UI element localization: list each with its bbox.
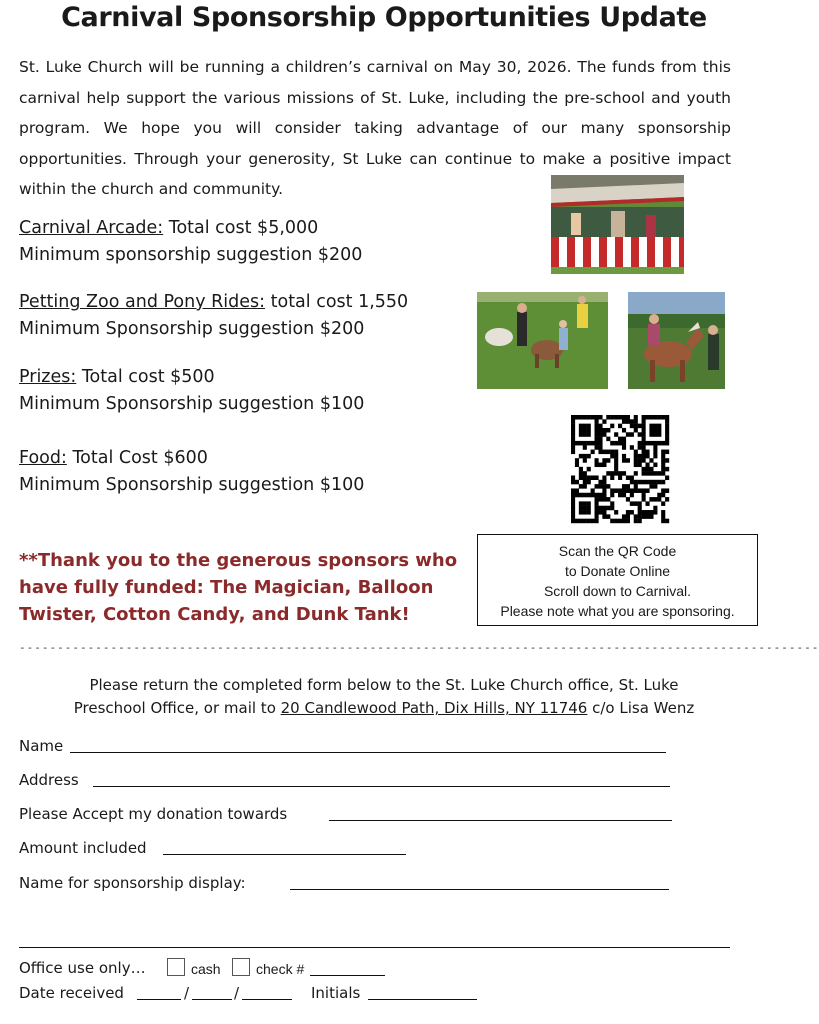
qr-instructions-box: [477, 534, 758, 626]
qr-line: Scroll down to Carnival.: [543, 583, 692, 599]
return-instructions: [0, 674, 768, 720]
date-separator: /: [234, 984, 240, 1002]
display-name-label: Name for sponsorship display:: [19, 874, 246, 892]
date-day-field[interactable]: [192, 999, 232, 1000]
item-minimum: Minimum Sponsorship suggestion $100: [19, 475, 365, 495]
qr-line: Scan the QR Code: [558, 543, 677, 559]
date-month-field[interactable]: [137, 999, 181, 1000]
pony-ride-photo: [628, 292, 725, 389]
item-minimum: Minimum sponsorship suggestion $200: [19, 245, 363, 265]
date-separator: /: [184, 984, 190, 1002]
qr-code[interactable]: [571, 415, 669, 523]
cash-checkbox[interactable]: [167, 958, 185, 976]
petting-zoo-photo: [477, 292, 608, 389]
amount-field[interactable]: [163, 854, 406, 855]
check-checkbox[interactable]: [232, 958, 250, 976]
item-name: Carnival Arcade:: [19, 218, 164, 238]
mailing-address: 20 Candlewood Path, Dix Hills, NY 11746: [280, 699, 588, 717]
name-label: Name: [19, 737, 64, 755]
donation-field[interactable]: [329, 820, 672, 821]
name-field[interactable]: [70, 752, 666, 753]
item-cost: Total cost $5,000: [163, 218, 319, 238]
item-cost: Total cost $500: [76, 367, 215, 387]
item-carnival-arcade: [19, 215, 362, 269]
item-prizes: [19, 364, 364, 418]
item-cost: Total Cost $600: [66, 448, 208, 468]
item-minimum: Minimum Sponsorship suggestion $100: [19, 394, 365, 414]
item-food: [19, 445, 364, 499]
item-name: Petting Zoo and Pony Rides:: [19, 292, 266, 312]
item-petting-zoo: [19, 289, 408, 343]
item-cost: total cost 1,550: [265, 292, 409, 312]
address-label: Address: [19, 771, 79, 789]
display-name-field[interactable]: [290, 889, 669, 890]
initials-field[interactable]: [368, 999, 477, 1000]
initials-label: Initials: [311, 984, 361, 1002]
donation-label: Please Accept my donation towards: [19, 805, 288, 823]
office-divider: [19, 947, 730, 948]
return-line: Preschool Office, or mail to 20 Candlewood Path, Dix Hills, NY 11746 c/o Lisa Wenz: [73, 699, 695, 717]
qr-line: to Donate Online: [564, 563, 671, 579]
item-name: Food:: [19, 448, 67, 468]
check-number-field[interactable]: [310, 975, 385, 976]
cut-line: ---------------------------------------------------------------------------------------------------------: [19, 641, 819, 654]
date-received-label: Date received: [19, 984, 124, 1002]
qr-line: Please note what you are sponsoring.: [500, 603, 735, 619]
item-minimum: Minimum Sponsorship suggestion $200: [19, 319, 365, 339]
sponsor-thanks: **Thank you to the generous sponsors who have fully funded: The Magician, Balloon Twister, Cotton Candy, and Dunk Tank!: [19, 550, 458, 625]
return-line: Please return the completed form below to the St. Luke Church office, St. Luke: [89, 676, 679, 694]
office-use-label: Office use only…: [19, 959, 146, 977]
cash-label: cash: [191, 961, 221, 977]
date-year-field[interactable]: [242, 999, 292, 1000]
page-title: Carnival Sponsorship Opportunities Update: [61, 2, 707, 33]
address-field[interactable]: [93, 786, 670, 787]
check-label: check #: [256, 961, 305, 977]
intro-text: St. Luke Church will be running a children’s carnival on May 30, 2026. The funds from this carnival help support the various missions of St. Luke, including the pre-school and youth program. We hope you will consider taking advantage of our many sponsorship opportunities. Through your generosity, St Luke can continue to make a positive impact within the church and community.: [19, 58, 731, 198]
amount-label: Amount included: [19, 839, 147, 857]
item-name: Prizes:: [19, 367, 77, 387]
carnival-booth-photo: [551, 175, 684, 274]
